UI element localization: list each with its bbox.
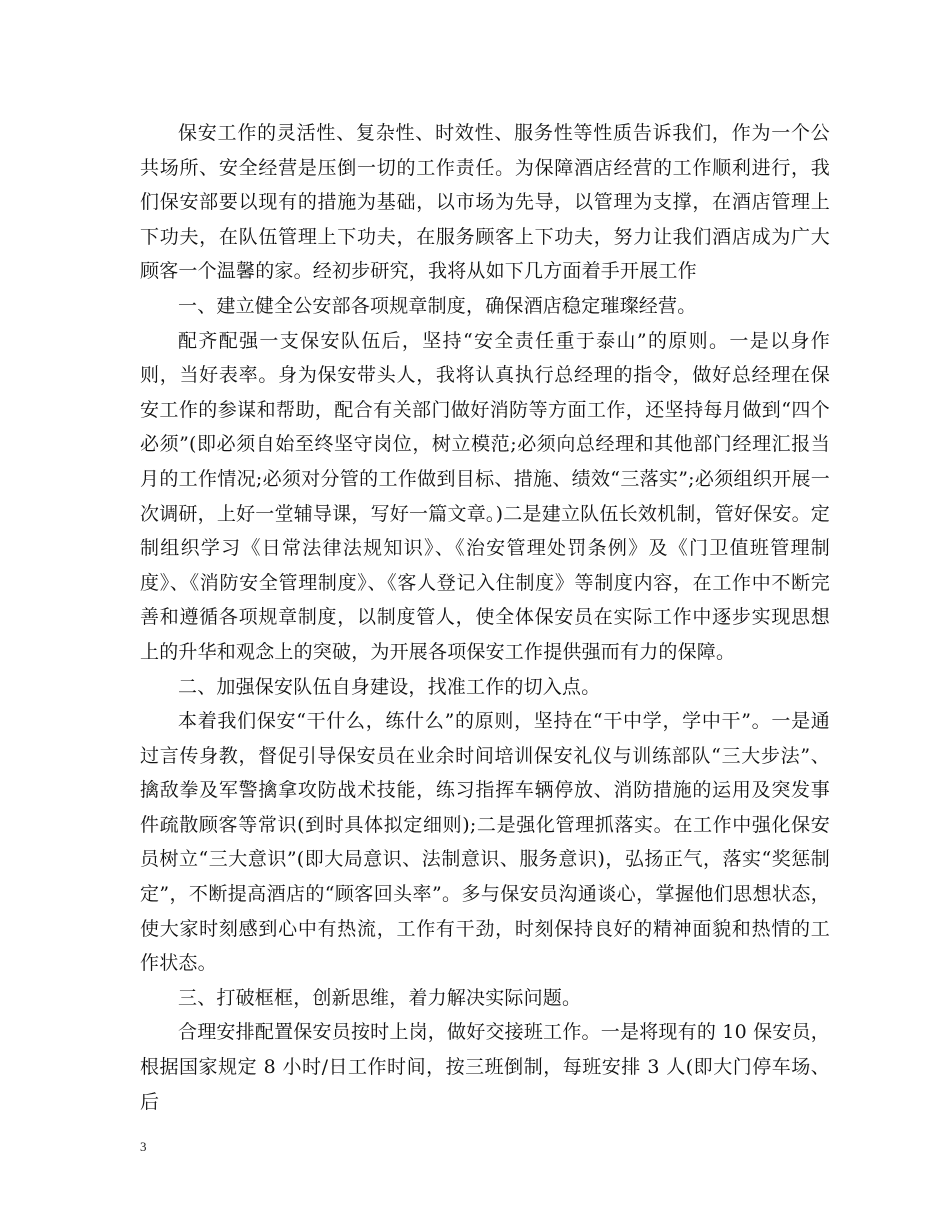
paragraph-section-1: 配齐配强一支保安队伍后，坚持“安全责任重于泰山”的原则。一是以身作则，当好表率。身为保安带头人，我将认真执行总经理的指令，做好总经理在保安工作的参谋和帮助，配合有关部门做好消防等方面工作，还坚持每月做到“四个必须”(即必须自始至终坚守岗位，树立模范;必须向总经理和其他部门经理汇报当月的工作情况;必须对分管的工作做到目标、措施、绩效“三落实”;必须组织开展一次调研，上好一堂辅导课，写好一篇文章。)二是建立队伍长效机制，管好保安。定制组织学习《日常法律法规知识》、《治安管理处罚条例》及《门卫值班管理制度》、《消防安全管理制度》、《客人登记入住制度》等制度内容，在工作中不断完善和遵循各项规章制度，以制度管人，使全体保安员在实际工作中逐步实现思想上的升华和观念上的突破，为开展各项保安工作提供强而有力的保障。 [140, 329, 830, 663]
document-body [140, 116, 830, 1119]
paragraph-section-2: 本着我们保安“干什么，练什么”的原则，坚持在“干中学，学中干”。一是通过言传身教，督促引导保安员在业余时间培训保安礼仪与训练部队“三大步法”、擒敌拳及军警擒拿攻防战术技能，练习指挥车辆停放、消防措施的运用及突发事件疏散顾客等常识(到时具体拟定细则);二是强化管理抓落实。在工作中强化保安员树立“三大意识”(即大局意识、法制意识、服务意识)，弘扬正气，落实“奖惩制定”，不断提高酒店的“顾客回头率”。多与保安员沟通谈心，掌握他们思想状态，使大家时刻感到心中有热流，工作有干劲，时刻保持良好的精神面貌和热情的工作状态。 [140, 710, 830, 975]
section-heading-2: 二、加强保安队伍自身建设，找准工作的切入点。 [178, 675, 601, 698]
section-heading-3: 三、打破框框，创新思维，着力解决实际问题。 [178, 986, 582, 1009]
paragraph-intro: 保安工作的灵活性、复杂性、时效性、服务性等性质告诉我们，作为一个公共场所、安全经营是压倒一切的工作责任。为保障酒店经营的工作顺利进行，我们保安部要以现有的措施为基础，以市场为先导，以管理为支撑，在酒店管理上下功夫，在队伍管理上下功夫，在服务顾客上下功夫，努力让我们酒店成为广大顾客一个温馨的家。经初步研究，我将从如下几方面着手开展工作 [140, 122, 830, 283]
section-heading-1: 一、建立健全公安部各项规章制度，确保酒店稳定璀璨经营。 [178, 294, 697, 317]
paragraph-section-3: 合理安排配置保安员按时上岗，做好交接班工作。一是将现有的 10 保安员，根据国家规定 8 小时/日工作时间，按三班倒制，每班安排 3 人(即大门停车场、后 [140, 1021, 830, 1113]
page-number: 3 [140, 1139, 147, 1154]
